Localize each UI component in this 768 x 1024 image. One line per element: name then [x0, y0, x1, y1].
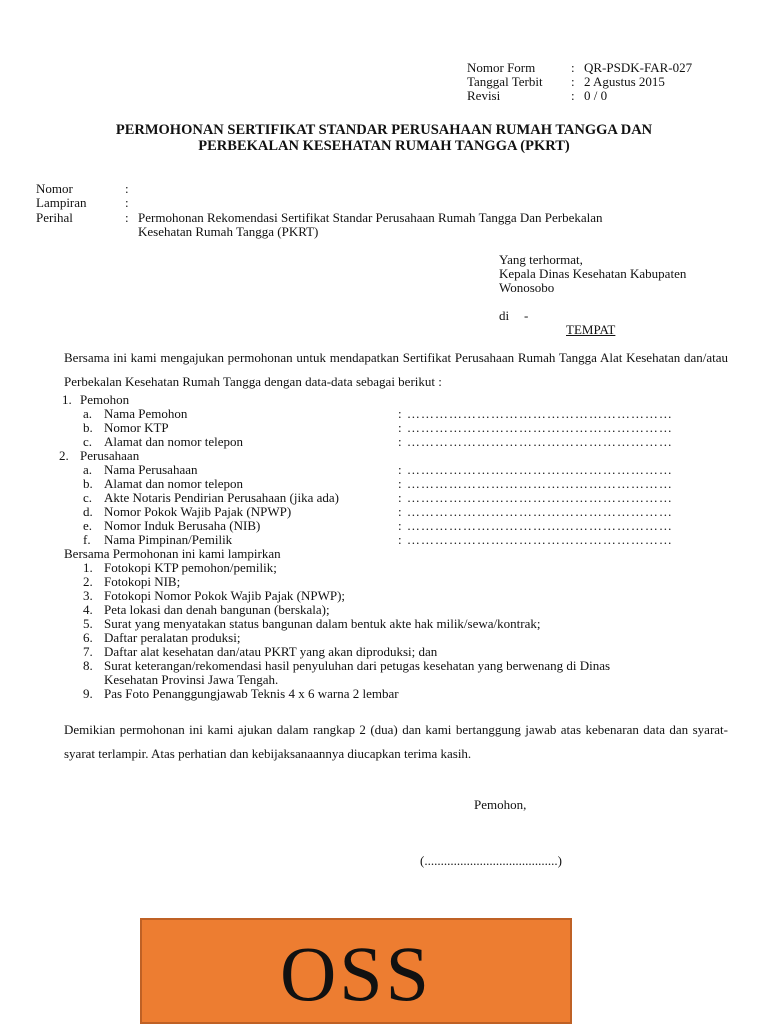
recipient-line-2: Wonosobo	[499, 280, 555, 295]
fill-in-field[interactable]: : …………………………………………………	[398, 490, 673, 505]
section-2-title: Perusahaan	[80, 448, 140, 463]
attachment-item: Peta lokasi dan denah bangunan (berskala);	[104, 602, 330, 617]
section-2-item-label: Nomor Induk Berusaha (NIB)	[104, 518, 261, 533]
attachment-number: 2.	[83, 574, 93, 589]
fill-in-field[interactable]: : …………………………………………………	[398, 518, 673, 533]
section-2-item-letter: c.	[83, 490, 93, 505]
form-number-label: Nomor Form	[467, 60, 536, 75]
revision-value: 0 / 0	[584, 88, 608, 103]
perihal-label: Perihal	[36, 210, 73, 225]
section-1-item-letter: a.	[83, 406, 93, 421]
nomor-separator: :	[125, 181, 129, 196]
section-1-item-label: Alamat dan nomor telepon	[104, 434, 243, 449]
attachment-item: Daftar peralatan produksi;	[104, 630, 241, 645]
attachment-item: Surat yang menyatakan status bangunan dalam bentuk akte hak milik/sewa/kontrak;	[104, 616, 541, 631]
section-1-item-label: Nomor KTP	[104, 420, 169, 435]
fill-in-field[interactable]: : …………………………………………………	[398, 434, 673, 449]
section-2-item-label: Akte Notaris Pendirian Perusahaan (jika ada)	[104, 490, 340, 505]
section-2-item-letter: b.	[83, 476, 93, 491]
attachment-number: 7.	[83, 644, 93, 659]
oss-banner-text: OSS	[279, 930, 433, 1017]
closing-paragraph: Demikian permohonan ini kami ajukan dalam rangkap 2 (dua) dan kami bertanggung jawab atas kebenaran data dan syarat-syarat terlampir. Atas perhatian dan kebijaksanaannya diucapkan terima kasih.	[64, 722, 728, 761]
attachment-number: 4.	[83, 602, 93, 617]
section-1-item-letter: c.	[83, 434, 93, 449]
revision-separator: :	[571, 88, 575, 103]
attachment-item: Fotokopi NIB;	[104, 574, 181, 589]
fill-in-field[interactable]: : …………………………………………………	[398, 504, 673, 519]
form-number-separator: :	[571, 60, 575, 75]
section-1-title: Pemohon	[80, 392, 130, 407]
perihal-text-line-2: Kesehatan Rumah Tangga (PKRT)	[138, 224, 319, 239]
issue-date-separator: :	[571, 74, 575, 89]
document-title-line-2: PERBEKALAN KESEHATAN RUMAH TANGGA (PKRT)	[198, 138, 570, 154]
section-2-item-letter: e.	[83, 518, 93, 533]
section-2-item-letter: a.	[83, 462, 93, 477]
attachments-intro: Bersama Permohonan ini kami lampirkan	[64, 546, 281, 561]
attachment-number: 5.	[83, 616, 93, 631]
section-2-number: 2.	[59, 448, 69, 463]
attachment-item: Fotokopi KTP pemohon/pemilik;	[104, 560, 277, 575]
section-1-item-letter: b.	[83, 420, 93, 435]
attachment-number: 8.	[83, 658, 93, 673]
section-2-item-label: Nama Pimpinan/Pemilik	[104, 532, 233, 547]
fill-in-field[interactable]: : …………………………………………………	[398, 462, 673, 477]
fill-in-field[interactable]: : …………………………………………………	[398, 476, 673, 491]
attachment-item-continuation: Kesehatan Provinsi Jawa Tengah.	[104, 672, 279, 687]
section-2-item-letter: d.	[83, 504, 93, 519]
lampiran-separator: :	[125, 195, 129, 210]
fill-in-field[interactable]: : …………………………………………………	[398, 406, 673, 421]
recipient-line-1: Kepala Dinas Kesehatan Kabupaten	[499, 266, 687, 281]
issue-date-label: Tanggal Terbit	[467, 74, 543, 89]
section-1-number: 1.	[62, 392, 72, 407]
form-number-value: QR-PSDK-FAR-027	[584, 60, 693, 75]
section-2-item-label: Nama Perusahaan	[104, 462, 198, 477]
signature-name-field[interactable]: (.........................................)	[420, 853, 562, 868]
intro-paragraph: Bersama ini kami mengajukan permohonan untuk mendapatkan Sertifikat Perusahaan Rumah Tangga Alat Kesehatan dan/atau Perbekalan Kesehatan Rumah Tangga dengan data-data sebagai berikut :	[64, 350, 728, 389]
attachment-number: 6.	[83, 630, 93, 645]
attachment-number: 1.	[83, 560, 93, 575]
attachment-item: Surat keterangan/rekomendasi hasil penyuluhan dari petugas kesehatan yang berwenang di Dinas	[104, 658, 611, 673]
issue-date-value: 2 Agustus 2015	[584, 74, 665, 89]
section-2-item-label: Nomor Pokok Wajib Pajak (NPWP)	[104, 504, 292, 519]
lampiran-label: Lampiran	[36, 195, 87, 210]
document-title-line-1: PERMOHONAN SERTIFIKAT STANDAR PERUSAHAAN RUMAH TANGGA DAN	[115, 122, 653, 138]
signature-label: Pemohon,	[474, 797, 527, 812]
perihal-separator: :	[125, 210, 129, 225]
attachment-number: 9.	[83, 686, 93, 701]
revision-label: Revisi	[467, 88, 501, 103]
fill-in-field[interactable]: : …………………………………………………	[398, 532, 673, 547]
section-2-item-letter: f.	[83, 532, 91, 547]
recipient-salutation: Yang terhormat,	[499, 252, 583, 267]
attachment-item: Fotokopi Nomor Pokok Wajib Pajak (NPWP);	[104, 588, 346, 603]
attachment-item: Pas Foto Penanggungjawab Teknis 4 x 6 warna 2 lembar	[104, 686, 399, 701]
nomor-label: Nomor	[36, 181, 73, 196]
section-2-item-label: Alamat dan nomor telepon	[104, 476, 243, 491]
oss-banner	[140, 918, 572, 1024]
section-1-item-label: Nama Pemohon	[104, 406, 188, 421]
attachment-item: Daftar alat kesehatan dan/atau PKRT yang akan diproduksi; dan	[104, 644, 438, 659]
recipient-place: TEMPAT	[566, 322, 616, 337]
recipient-di: di	[499, 308, 510, 323]
attachment-number: 3.	[83, 588, 93, 603]
perihal-text-line-1: Permohonan Rekomendasi Sertifikat Standar Perusahaan Rumah Tangga Dan Perbekalan	[138, 210, 603, 225]
recipient-dash: -	[524, 308, 529, 323]
fill-in-field[interactable]: : …………………………………………………	[398, 420, 673, 435]
